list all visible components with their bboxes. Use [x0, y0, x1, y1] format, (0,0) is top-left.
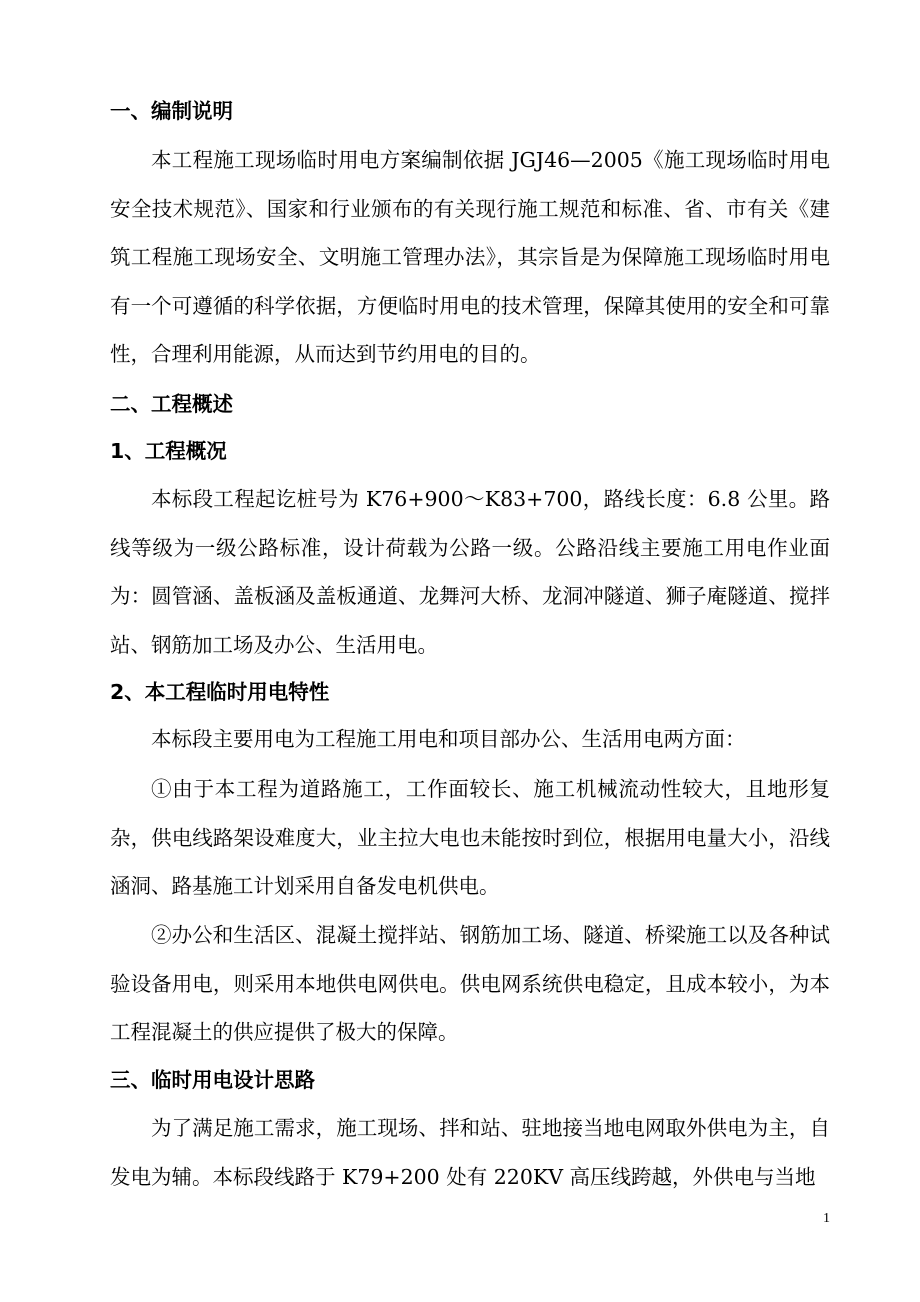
subsection-2-1-heading: 1、工程概况	[110, 439, 227, 463]
section-2-heading: 二、工程概述	[110, 392, 233, 416]
section-3-paragraph: 为了满足施工需求，施工现场、拌和站、驻地接当地电网取外供电为主，自发电为辅。本标段线路于 K79+200 处有 220KV 高压线跨越，外供电与当地	[110, 1116, 830, 1189]
section-3-heading: 三、临时用电设计思路	[110, 1068, 315, 1092]
subsection-2-2-point-1: ①由于本工程为道路施工，工作面较长、施工机械流动性较大，且地形复杂，供电线路架设难度大，业主拉大电也未能按时到位，根据用电量大小，沿线涵洞、路基施工计划采用自备发电机供电。	[110, 777, 830, 898]
subsection-2-1-paragraph: 本标段工程起讫桩号为 K76+900～K83+700，路线长度：6.8 公里。路线等级为一级公路标准，设计荷载为公路一级。公路沿线主要施工用电作业面为：圆管涵、盖板涵及盖板通道、龙舞河大桥、龙洞冲隧道、狮子庵隧道、搅拌站、钢筋加工场及办公、生活用电。	[110, 487, 830, 657]
subsection-2-2-point-2: ②办公和生活区、混凝土搅拌站、钢筋加工场、隧道、桥梁施工以及各种试验设备用电，则采用本地供电网供电。供电网系统供电稳定，且成本较小，为本工程混凝土的供应提供了极大的保障。	[110, 923, 830, 1044]
section-1-heading: 一、编制说明	[110, 99, 233, 123]
subsection-2-2-heading: 2、本工程临时用电特性	[110, 680, 330, 704]
page-number: 1	[823, 1211, 830, 1226]
subsection-2-2-intro: 本标段主要用电为工程施工用电和项目部办公、生活用电两方面：	[151, 727, 746, 751]
section-1-paragraph: 本工程施工现场临时用电方案编制依据 JGJ46—2005《施工现场临时用电安全技术规范》、国家和行业颁布的有关现行施工规范和标准、省、市有关《建筑工程施工现场安全、文明施工管理办法》，其宗旨是为保障施工现场临时用电有一个可遵循的科学依据，方便临时用电的技术管理，保障其使用的安全和可靠性，合理利用能源，从而达到节约用电的目的。	[110, 148, 830, 366]
